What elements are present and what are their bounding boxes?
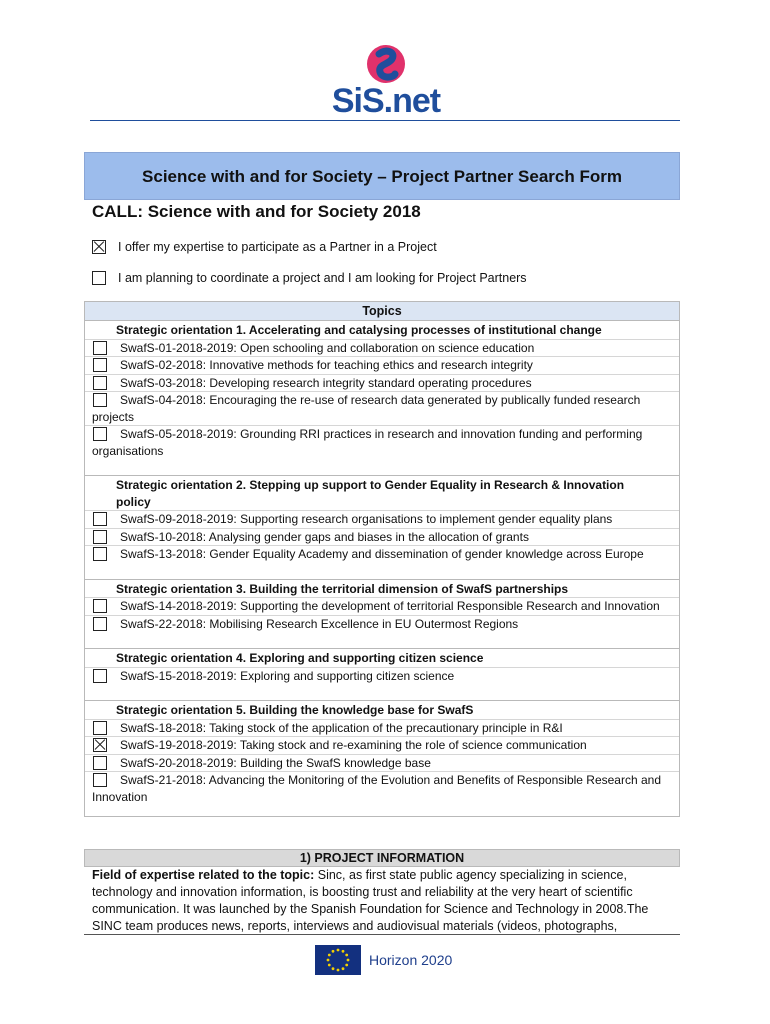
form-title: Science with and for Society – Project Partner Search Form — [84, 152, 680, 200]
topic-item[interactable] — [85, 736, 679, 754]
project-info-body — [92, 867, 677, 935]
logo-text: SiS.net — [331, 82, 441, 120]
topic-item[interactable] — [85, 374, 679, 392]
topic-checkbox[interactable] — [93, 773, 107, 787]
horizon-2020-label: Horizon 2020 — [369, 952, 453, 968]
topic-checkbox[interactable] — [93, 427, 107, 441]
section-title: Strategic orientation 3. Building the territorial dimension of SwafS partnerships — [116, 581, 569, 596]
topic-item[interactable] — [85, 719, 679, 737]
topic-item[interactable] — [85, 615, 679, 633]
topics-header: Topics — [85, 302, 679, 321]
project-info-header: 1) PROJECT INFORMATION — [84, 849, 680, 867]
partner-checkbox[interactable] — [92, 240, 106, 254]
field-of-expertise-label: Field of expertise related to the topic: — [92, 868, 315, 882]
topic-item[interactable] — [85, 339, 679, 357]
topic-section-2 — [85, 477, 679, 580]
topic-label: SwafS-10-2018: Analysing gender gaps and biases in the allocation of grants — [120, 529, 529, 544]
header-divider — [90, 120, 680, 121]
option-partner-label: I offer my expertise to participate as a Partner in a Project — [118, 240, 437, 254]
field-of-expertise-text[interactable]: Sinc, as first state public agency specializing in science, technology and innovation information, is boosting trust and reliability at the very heart of scientific communication. It was launched by the Spanish Foundation for Science and Technology in 2008.The SINC team produces news, reports, interviews and audiovisual materials (videos, photographs, — [92, 868, 649, 933]
option-coordinator-label: I am planning to coordinate a project and I am looking for Project Partners — [118, 271, 527, 285]
topic-item[interactable] — [85, 545, 679, 563]
topic-label: SwafS-04-2018: Encouraging the re-use of research data generated by publically funded research projects — [92, 393, 641, 424]
topic-section-1 — [85, 322, 679, 476]
section-title: Strategic orientation 1. Accelerating and catalysing processes of institutional change — [116, 323, 602, 337]
topic-label: SwafS-13-2018: Gender Equality Academy and dissemination of gender knowledge across Europe — [120, 547, 644, 561]
option-coordinator[interactable] — [92, 271, 527, 285]
topic-item[interactable] — [85, 356, 679, 374]
eu-flag-icon — [315, 945, 361, 975]
topic-checkbox[interactable] — [93, 599, 107, 613]
topic-item[interactable] — [85, 425, 679, 459]
topic-checkbox[interactable] — [93, 669, 107, 683]
topic-checkbox[interactable] — [93, 756, 107, 770]
topic-checkbox[interactable] — [93, 547, 107, 561]
topic-item[interactable] — [85, 597, 679, 615]
topic-section-3 — [85, 581, 679, 650]
topic-label: SwafS-05-2018-2019: Grounding RRI practices in research and innovation funding and performing organisations — [92, 427, 643, 458]
topic-section-4 — [85, 650, 679, 701]
topic-label: SwafS-01-2018-2019: Open schooling and collaboration on science education — [120, 340, 535, 355]
topics-table — [84, 301, 680, 817]
topic-label: SwafS-22-2018: Mobilising Research Excellence in EU Outermost Regions — [120, 616, 519, 631]
topic-section-5 — [85, 702, 679, 821]
footer — [315, 945, 452, 975]
topic-label: SwafS-15-2018-2019: Exploring and supporting citizen science — [120, 668, 455, 683]
section-title: Strategic orientation 2. Stepping up support to Gender Equality in Research & Innovation policy — [116, 478, 625, 509]
call-heading: CALL: Science with and for Society 2018 — [92, 202, 421, 221]
topic-item[interactable] — [85, 528, 679, 546]
sisnet-logo — [326, 42, 446, 122]
topic-item[interactable] — [85, 391, 679, 425]
topic-checkbox[interactable] — [93, 358, 107, 372]
topic-checkbox[interactable] — [93, 530, 107, 544]
topic-checkbox[interactable] — [93, 721, 107, 735]
section-title: Strategic orientation 5. Building the knowledge base for SwafS — [116, 703, 474, 717]
topic-checkbox[interactable] — [93, 341, 107, 355]
topic-label: SwafS-20-2018-2019: Building the SwafS knowledge base — [120, 755, 431, 770]
topic-checkbox[interactable] — [93, 393, 107, 407]
topic-item[interactable] — [85, 754, 679, 772]
topic-label: SwafS-14-2018-2019: Supporting the development of territorial Responsible Research and Innovation — [120, 599, 660, 613]
topic-label: SwafS-09-2018-2019: Supporting research organisations to implement gender equality plans — [120, 512, 613, 526]
topic-label: SwafS-19-2018-2019: Taking stock and re-examining the role of science communication — [120, 738, 587, 752]
topic-label: SwafS-03-2018: Developing research integrity standard operating procedures — [120, 375, 532, 390]
topic-label: SwafS-21-2018: Advancing the Monitoring of the Evolution and Benefits of Responsible Research and Innovation — [92, 773, 662, 804]
topic-checkbox[interactable] — [93, 617, 107, 631]
coordinator-checkbox[interactable] — [92, 271, 106, 285]
section-title: Strategic orientation 4. Exploring and supporting citizen science — [116, 651, 484, 665]
topic-checkbox[interactable] — [93, 512, 107, 526]
topic-item[interactable] — [85, 510, 679, 528]
footer-divider — [84, 934, 680, 935]
option-partner[interactable] — [92, 240, 437, 254]
topic-item[interactable] — [85, 667, 679, 685]
topic-label: SwafS-18-2018: Taking stock of the application of the precautionary principle in R&I — [120, 720, 563, 735]
topic-checkbox-checked[interactable] — [93, 738, 107, 752]
topic-item[interactable] — [85, 771, 679, 805]
topic-label: SwafS-02-2018: Innovative methods for teaching ethics and research integrity — [120, 358, 533, 372]
topic-checkbox[interactable] — [93, 376, 107, 390]
